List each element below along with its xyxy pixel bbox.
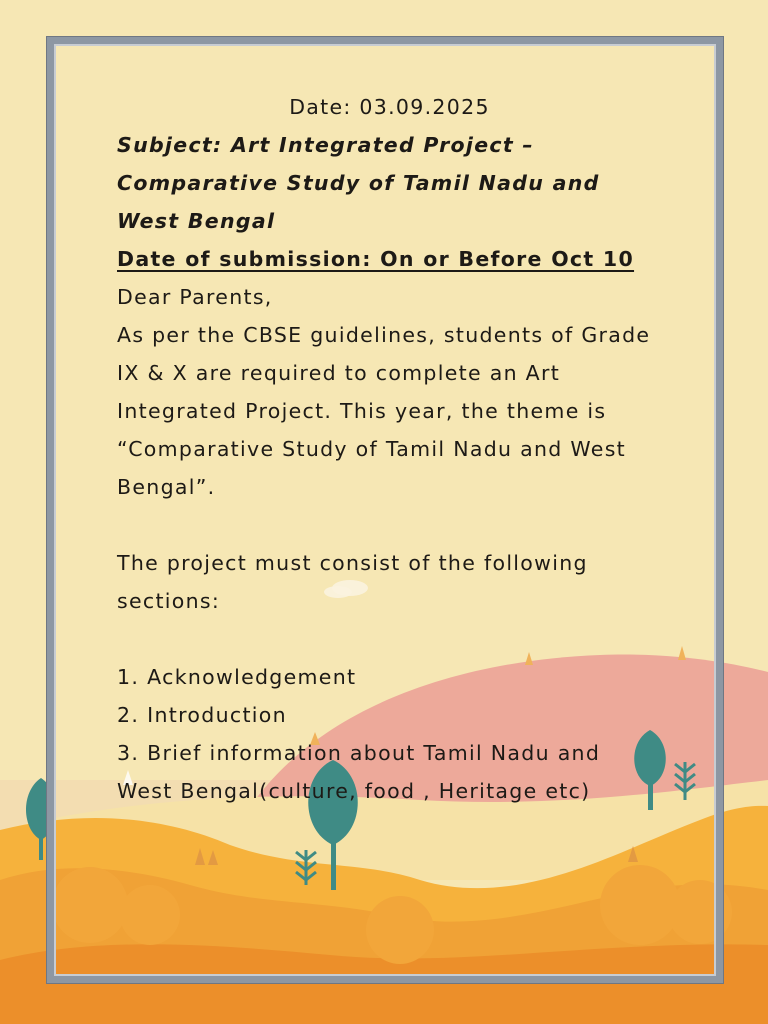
letter-subject: Subject: Art Integrated Project – Comparative Study of Tamil Nadu and West Bengal: [117, 133, 600, 233]
sections-intro: The project must consist of the following sections:: [117, 551, 588, 613]
circular-letter: [117, 88, 662, 810]
letter-body: As per the CBSE guidelines, students of Grade IX & X are required to complete an Art Integrated Project. This year, the theme is “Comparative Study of Tamil Nadu and West Bengal”.: [117, 323, 651, 499]
salutation: Dear Parents,: [117, 285, 273, 309]
sections-list: [117, 658, 662, 810]
submission-deadline: Date of submission: On or Before Oct 10: [117, 247, 635, 271]
list-item: 2. Introduction: [117, 703, 287, 727]
list-item: 3. Brief information about Tamil Nadu and West Bengal(culture, food , Heritage etc): [117, 741, 601, 803]
letter-date: Date: 03.09.2025: [289, 95, 490, 119]
list-item: 1. Acknowledgement: [117, 665, 357, 689]
